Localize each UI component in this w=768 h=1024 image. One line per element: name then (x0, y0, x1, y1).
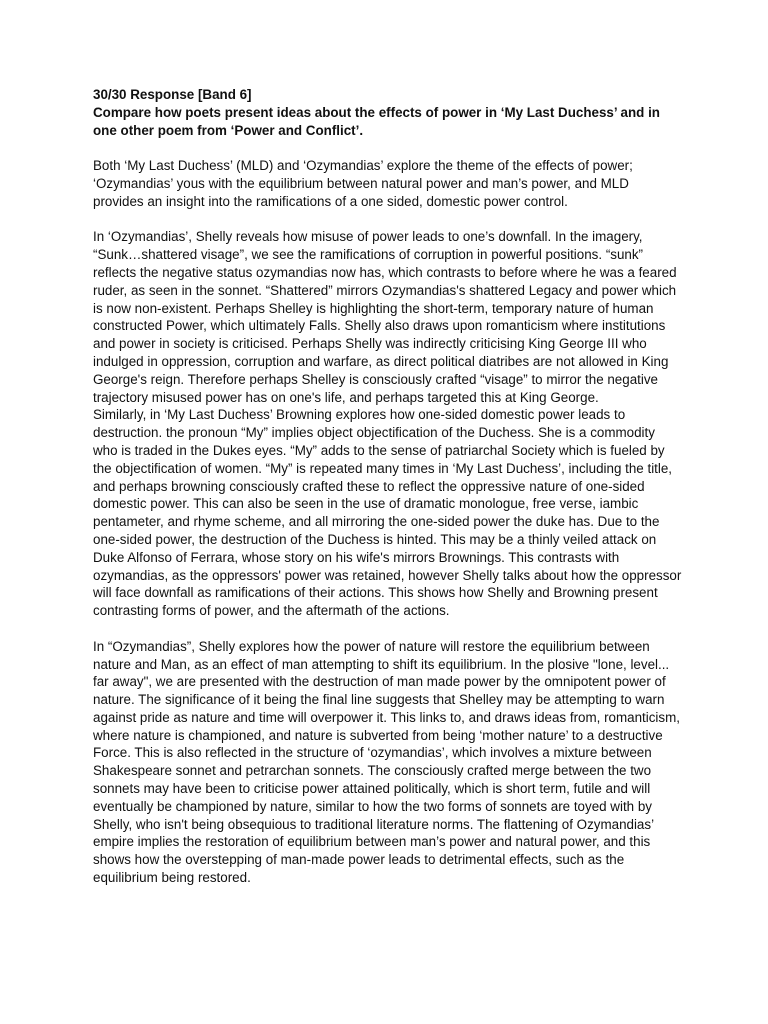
my-last-duchess-paragraph: Similarly, in ‘My Last Duchess’ Browning explores how one-sided domestic power leads to destruction. the pronoun “My” implies object objectification of the Duchess. She is a commodity who is traded in the Dukes eyes. “My” adds to the sense of patriarchal Society which is fueled by the objectification of women. “My” is repeated many times in ‘My Last Duchess’, including the title, and perhaps browning consciously crafted these to reflect the oppressive nature of one-sided domestic power. This can also be seen in the use of dramatic monologue, free verse, iambic pentameter, and rhyme scheme, and all mirroring the one-sided power the duke has. Due to the one-sided power, the destruction of the Duchess is hinted. This may be a thinly veiled attack on Duke Alfonso of Ferrara, whose story on his wife's mirrors Brownings. This contrasts with ozymandias, as the oppressors' power was retained, however Shelly talks about how the oppressor will face downfall as ramifications of their actions. This shows how Shelly and Browning present contrasting forms of power, and the aftermath of the actions. (93, 407, 682, 619)
nature-power-paragraph: In “Ozymandias”, Shelly explores how the power of nature will restore the equilibrium between nature and Man, as an effect of man attempting to shift its equilibrium. In the plosive "lone, level... far away", we are presented with the destruction of man made power by the omnipotent power of nature. The significance of it being the final line suggests that Shelley may be attempting to warn against pride as nature and time will overpower it. This links to, and draws ideas from, romanticism, where nature is championed, and nature is subverted from being ‘mother nature’ to a destructive Force. This is also reflected in the structure of ‘ozymandias’, which involves a mixture between Shakespeare sonnet and petrarchan sonnets. The consciously crafted merge between the two sonnets may have been to criticise power attained politically, which is short term, futile and will eventually be championed by nature, similar to how the two forms of sonnets are toyed with by Shelly, who isn't being obsequious to traditional literature norms. The flattening of Ozymandias’ empire implies the restoration of equilibrium between man’s power and natural power, and this shows how the overstepping of man-made power leads to detrimental effects, such as the equilibrium being restored. (93, 638, 680, 886)
essay-question: Compare how poets present ideas about the effects of power in ‘My Last Duchess’ and in one other poem from ‘Power and Conflict’. (93, 104, 660, 138)
band-heading: 30/30 Response [Band 6] (93, 87, 252, 102)
ozymandias-paragraph: In ‘Ozymandias’, Shelly reveals how misuse of power leads to one’s downfall. In the imagery, “Sunk…shattered visage”, we see the ramifications of corruption in powerful positions. “sunk” reflects the negative status ozymandias now has, which contrasts to before where he was a feared ruder, as seen in the sonnet. “Shattered” mirrors Ozymandias's shattered Legacy and power which is now non-existent. Perhaps Shelley is highlighting the short-term, temporary nature of human constructed Power, which ultimately Falls. Shelly also draws upon romanticism where institutions and power in society is criticised. Perhaps Shelly was indirectly criticising King George III who indulged in oppression, corruption and warfare, as direct political diatribes are not allowed in King George's reign. Therefore perhaps Shelley is consciously crafted “visage” to mirror the negative trajectory misused power has on one's life, and perhaps targeted this at King George. (93, 229, 677, 405)
paragraph-spacer (93, 139, 683, 157)
paragraph-spacer (93, 211, 683, 229)
intro-paragraph: Both ‘My Last Duchess’ (MLD) and ‘Ozymandias’ explore the theme of the effects of power; ‘Ozymandias’ yous with the equilibrium between natural power and man’s power, and MLD provides an insight into the ramifications of a one sided, domestic power control. (93, 158, 633, 209)
paragraph-spacer (93, 620, 683, 638)
essay-document (93, 86, 683, 887)
